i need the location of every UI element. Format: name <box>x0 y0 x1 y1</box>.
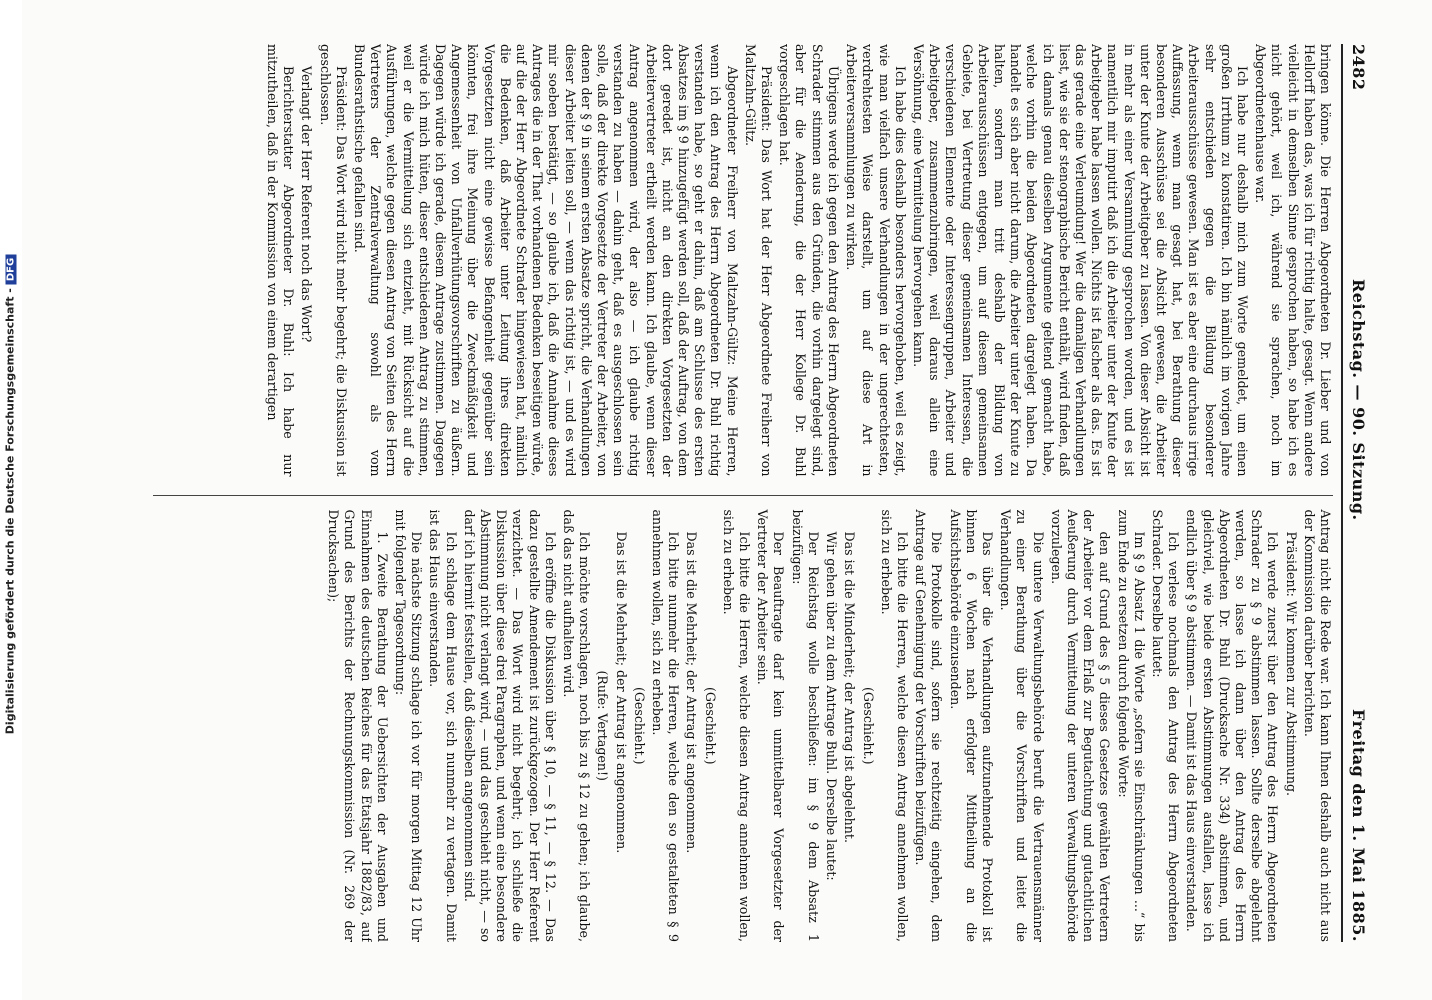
credit-text: Digitalisierung gefördert durch die Deutsche Forschungsgemeinschaft - <box>3 288 17 735</box>
left-column <box>153 44 1333 477</box>
paragraph: Ich habe nur deshalb mich zum Worte gemeldet, um einen großen Irrthum zu konstatiren. Ich bin nämlich im vorigen Jahre sehr entschieden gegen die Bildung besonderer Arbeiterausschüsse gewesen. Man ist es aber eine durchaus irrige Auffassung, wenn man gesagt hat, bei Berathung dieser besonderen Ausschüsse sei die Absicht gewesen, die Arbeiter unter der Knute der Arbeitgeber zu lassen. Von dieser Absicht ist in mehr als einer Versammlung gesprochen worden, und es ist namentlich mir imputirt daß ich die Arbeiter unter der Knute der Arbeitgeber habe lassen wollen. Nichts ist falscher als das. Es ist das gerade eine Verleumdung! Wer die damaligen Verhandlungen liest, wie sie der stenographische Bericht enthält, wird finden, daß ich damals genau dieselben Argumente geltend gemacht habe, welche vorhin die beiden Abgeordneten dargelegt haben. Da handelt es sich aber nicht darum, die Arbeiter unter der Knute zu halten, sondern man tritt deshalb der Bildung von Arbeiterausschüssen entgegen, um auf diesem gemeinsamen Gebiete, bei Vertretung dieser gemeinsamen Interessen, die verschiedenen Elemente oder Interessengruppen, Arbeiter und Arbeitgeber, zusammenzubringen, weil daraus allein eine Versöhnung, eine Vermittelung hervorgehen kann. <box>910 44 1250 477</box>
paragraph: Abgeordneter Freiherr von Maltzahn-Gültz: Meine Herren, wenn ich den Antrag des Herrn Abgeordneten Dr. Buhl richtig verstanden habe, so geht er dahin, daß am Schlusse des ersten Absatzes im § 9 hinzugefügt werden soll, daß der Auftrag, von dem dort geredet ist, nicht an den direkten Vorgesetzten der Arbeitervertreter ertheilt werden kann. Ich glaube, wenn dieser Antrag angenommen wird, der also — ich glaube richtig verstanden zu haben — dahin geht, daß es ausgeschlossen sein solle, daß der direkte Vorgesetzte der Vertreter der Arbeiter, von denen der § 9 in seinem ersten Absatze spricht, die Verhandlungen dieser Arbeiter leiten soll, — wenn das richtig ist, — und es wird mir soeben bestätigt, — so glaube ich, daß die Annahme dieses Antrages die in der That vorhandenen Bedenken beseitigen würde, auf die der Herr Abgeordnete Schrader hingewiesen hat, nämlich die Bedenken, daß Arbeiter unter Leitung ihres direkten Vorgesetzten nicht eine gewisse Befangenheit gegenüber sein könnten, frei ihre Meinung über die Zweckmäßigkeit und Angemessenheit von Unfallverhütungsvorschriften zu äußern. Dagegen würde ich gerade, diesem Antrage zustimmen. Dagegen würde ich mich hüten, dieser entschiedenen Antrag zu stimmen, weil er die Vermittelung sich entzieht, mit Rücksicht auf die Ausführungen, welche gegen diesen Antrag von Seiten des Herrn Vertreters der Zentralverwaltung sowohl als vom Bundesrathstische gefallen sind. <box>352 44 740 477</box>
paragraph: Präsident: Das Wort wird nicht mehr begehrt; die Diskussion ist geschlossen. <box>317 44 349 477</box>
paragraph: Berichterstatter Abgeordneter Dr. Buhl: Ich habe nur mitzutheilen, daß in der Kommission von einem derartigen <box>265 44 297 477</box>
paragraph: bringen könne. Die Herren Abgeordneten Dr. Lieber und von Hellorff haben das, was ich für richtig halte, gesagt. Wenn andere vielleicht in demselben Sinne gesprochen haben, so habe ich es nicht gehört, weil ich, während sie sprachen, noch im Abgeordnetenhause war. <box>1253 44 1333 477</box>
paragraph: Wir gehen über zu dem Antrage Buhl. Derselbe lautet: <box>824 531 840 881</box>
paragraph: (Rufe: Vertagen!) <box>595 670 611 781</box>
paragraph: Der Beauftragte darf kein unmittelbarer Vorgesetzter der Vertreter der Arbeiter sein. <box>755 509 787 942</box>
paragraph: Im § 9 Absatz 1 die Worte „sofern sie Einschränkungen ...“ bis zum Ende zu ersetzen durch folgende Worte: <box>1115 509 1147 942</box>
paragraph: Antrag nicht die Rede war. Ich kann Ihnen deshalb auch nicht aus der Kommission darüber berichten. <box>1301 509 1333 942</box>
paragraph: Ich werde zuerst über den Antrag des Herrn Abgeordneten Schrader zu § 9 abstimmen lassen. Sollte derselbe abgelehnt werden, so lasse ich dann über den Antrag des Herrn Abgeordneten Dr. Buhl (Drucksache Nr. 334) abstimmen, und gleichviel, wie beide ersten Abstimmungen ausfallen, lasse ich endlich über § 9 abstimmen. — Damit ist das Haus einverstanden. <box>1184 509 1281 942</box>
digitization-credit <box>4 15 17 975</box>
paragraph: Die untere Verwaltungsbehörde beruft die Vertrauensmänner zu einer Berathung über die Vorschriften und leitet die Verhandlungen. <box>998 509 1046 942</box>
paragraph: (Geschieht.) <box>860 686 876 765</box>
paragraph: Ich habe dies deshalb besonders hervorgehoben, weil es zeigt, wie man vielfach unsere Verhandlungen in der ungerechtesten, verdrehtesten Weise darstellt, um auf diese Art in Arbeiterversammlungen zu wirken. <box>844 44 908 477</box>
paragraph: Das ist die Mehrheit; der Antrag ist angenommen. <box>613 531 629 854</box>
paragraph: Die Protokolle sind, sofern sie rechtzeitig eingehen, dem Antrage auf Genehmigung der Vorschriften beizufügen. <box>913 509 945 942</box>
right-column <box>153 495 1333 943</box>
newspaper-page <box>12 0 1432 1000</box>
paragraph: Ich möchte vorschlagen, noch bis zu § 12 zu gehen; ich glaube, daß das nicht aufhalten wird. <box>561 509 593 942</box>
paragraph: den auf Grund des § 5 dieses Gesetzes gewählten Vertretern der Arbeiter vor dem Erlaß zur Begutachtung und gutachtlichen Aeußerung durch Vermittelung der unteren Verwaltungsbehörde vorzulegen. <box>1048 509 1113 942</box>
paragraph: Das ist die Mehrheit; der Antrag ist angenommen. <box>684 531 700 854</box>
paragraph: 1. Zweite Berathung der Uebersichten der Ausgaben und Einnahmen des deutschen Reiches für das Etatsjahr 1882/83, auf Grund des Berichts der Rechnungskommission (Nr. 269 der Drucksachen); <box>326 509 390 942</box>
credit-strip <box>0 0 22 1000</box>
header-title: Reichstag. — 90. Sitzung. <box>1349 278 1368 521</box>
paragraph: Ich verlese nochmals den Antrag des Herrn Abgeordneten Schrader. Derselbe lautet: <box>1149 509 1182 942</box>
text-columns <box>153 44 1333 942</box>
paragraph: Das ist die Minderheit; der Antrag ist abgelehnt. <box>842 531 858 843</box>
paragraph: Ich eröffne die Diskussion über § 10, — § 11, — § 12. — Das dazu gestellte Amendement ist zurückgezogen. Der Herr Referent verzichtet. — Das Wort wird nicht begehrt; ich schließe die Diskussion über diese drei Paragraphen, und wenn eine besondere Abstimmung nicht verlangt wird, — und das geschieht nicht, — so darf ich hiermit feststellen, daß dieselben angenommen sind. <box>461 509 558 942</box>
paragraph: Die nächste Sitzung schlage ich vor für morgen Mittag 12 Uhr mit folgender Tagesordnung: <box>393 509 425 942</box>
dfg-logo: DFG <box>6 255 17 284</box>
paragraph: Ich bitte nunmehr die Herren, welche den so gestalteten § 9 annehmen wollen, sich zu erheben. <box>650 509 682 942</box>
paragraph: Ich schlage dem Hause vor, sich nunmehr zu vertagen. Damit ist das Haus einverstanden. <box>427 509 459 942</box>
paragraph: Das über die Verhandlungen aufzunehmende Protokoll ist binnen 6 Wochen nach erfolgter Mittheilung an die Aufsichtsbehörde einzusenden. <box>947 509 995 942</box>
paragraph: (Geschieht.) <box>631 686 647 765</box>
header-date: Freitag den 1. Mai 1885. <box>1349 709 1368 942</box>
paragraph: Präsident: Wir kommen zur Abstimmung. <box>1283 531 1299 797</box>
paragraph: Der Reichstag wolle beschließen: im § 9 dem Absatz 1 beizufügen: <box>789 509 821 942</box>
paragraph: Verlangt der Herr Referent noch das Wort? <box>299 66 315 343</box>
paragraph: (Geschieht.) <box>702 686 718 765</box>
paragraph: Präsident: Das Wort hat der Herr Abgeordnete Freiherr von Maltzahn-Gültz. <box>742 44 775 477</box>
paragraph: Ich bitte die Herren, welche diesen Antrag annehmen wollen, sich zu erheben. <box>878 509 910 942</box>
page-number: 2482 <box>1349 44 1368 91</box>
paragraph: Ich bitte die Herren, welche diesen Antrag annehmen wollen, sich zu erheben. <box>720 509 753 942</box>
paragraph: Übrigens werde ich gegen den Antrag des Herrn Abgeordneten Schrader stimmen aus den Gründen, die vorhin dargelegt sind, aber für die Aenderung, die der Herr Kollege Dr. Buhl vorgeschlagen hat. <box>777 44 841 477</box>
page-header <box>1341 44 1368 942</box>
